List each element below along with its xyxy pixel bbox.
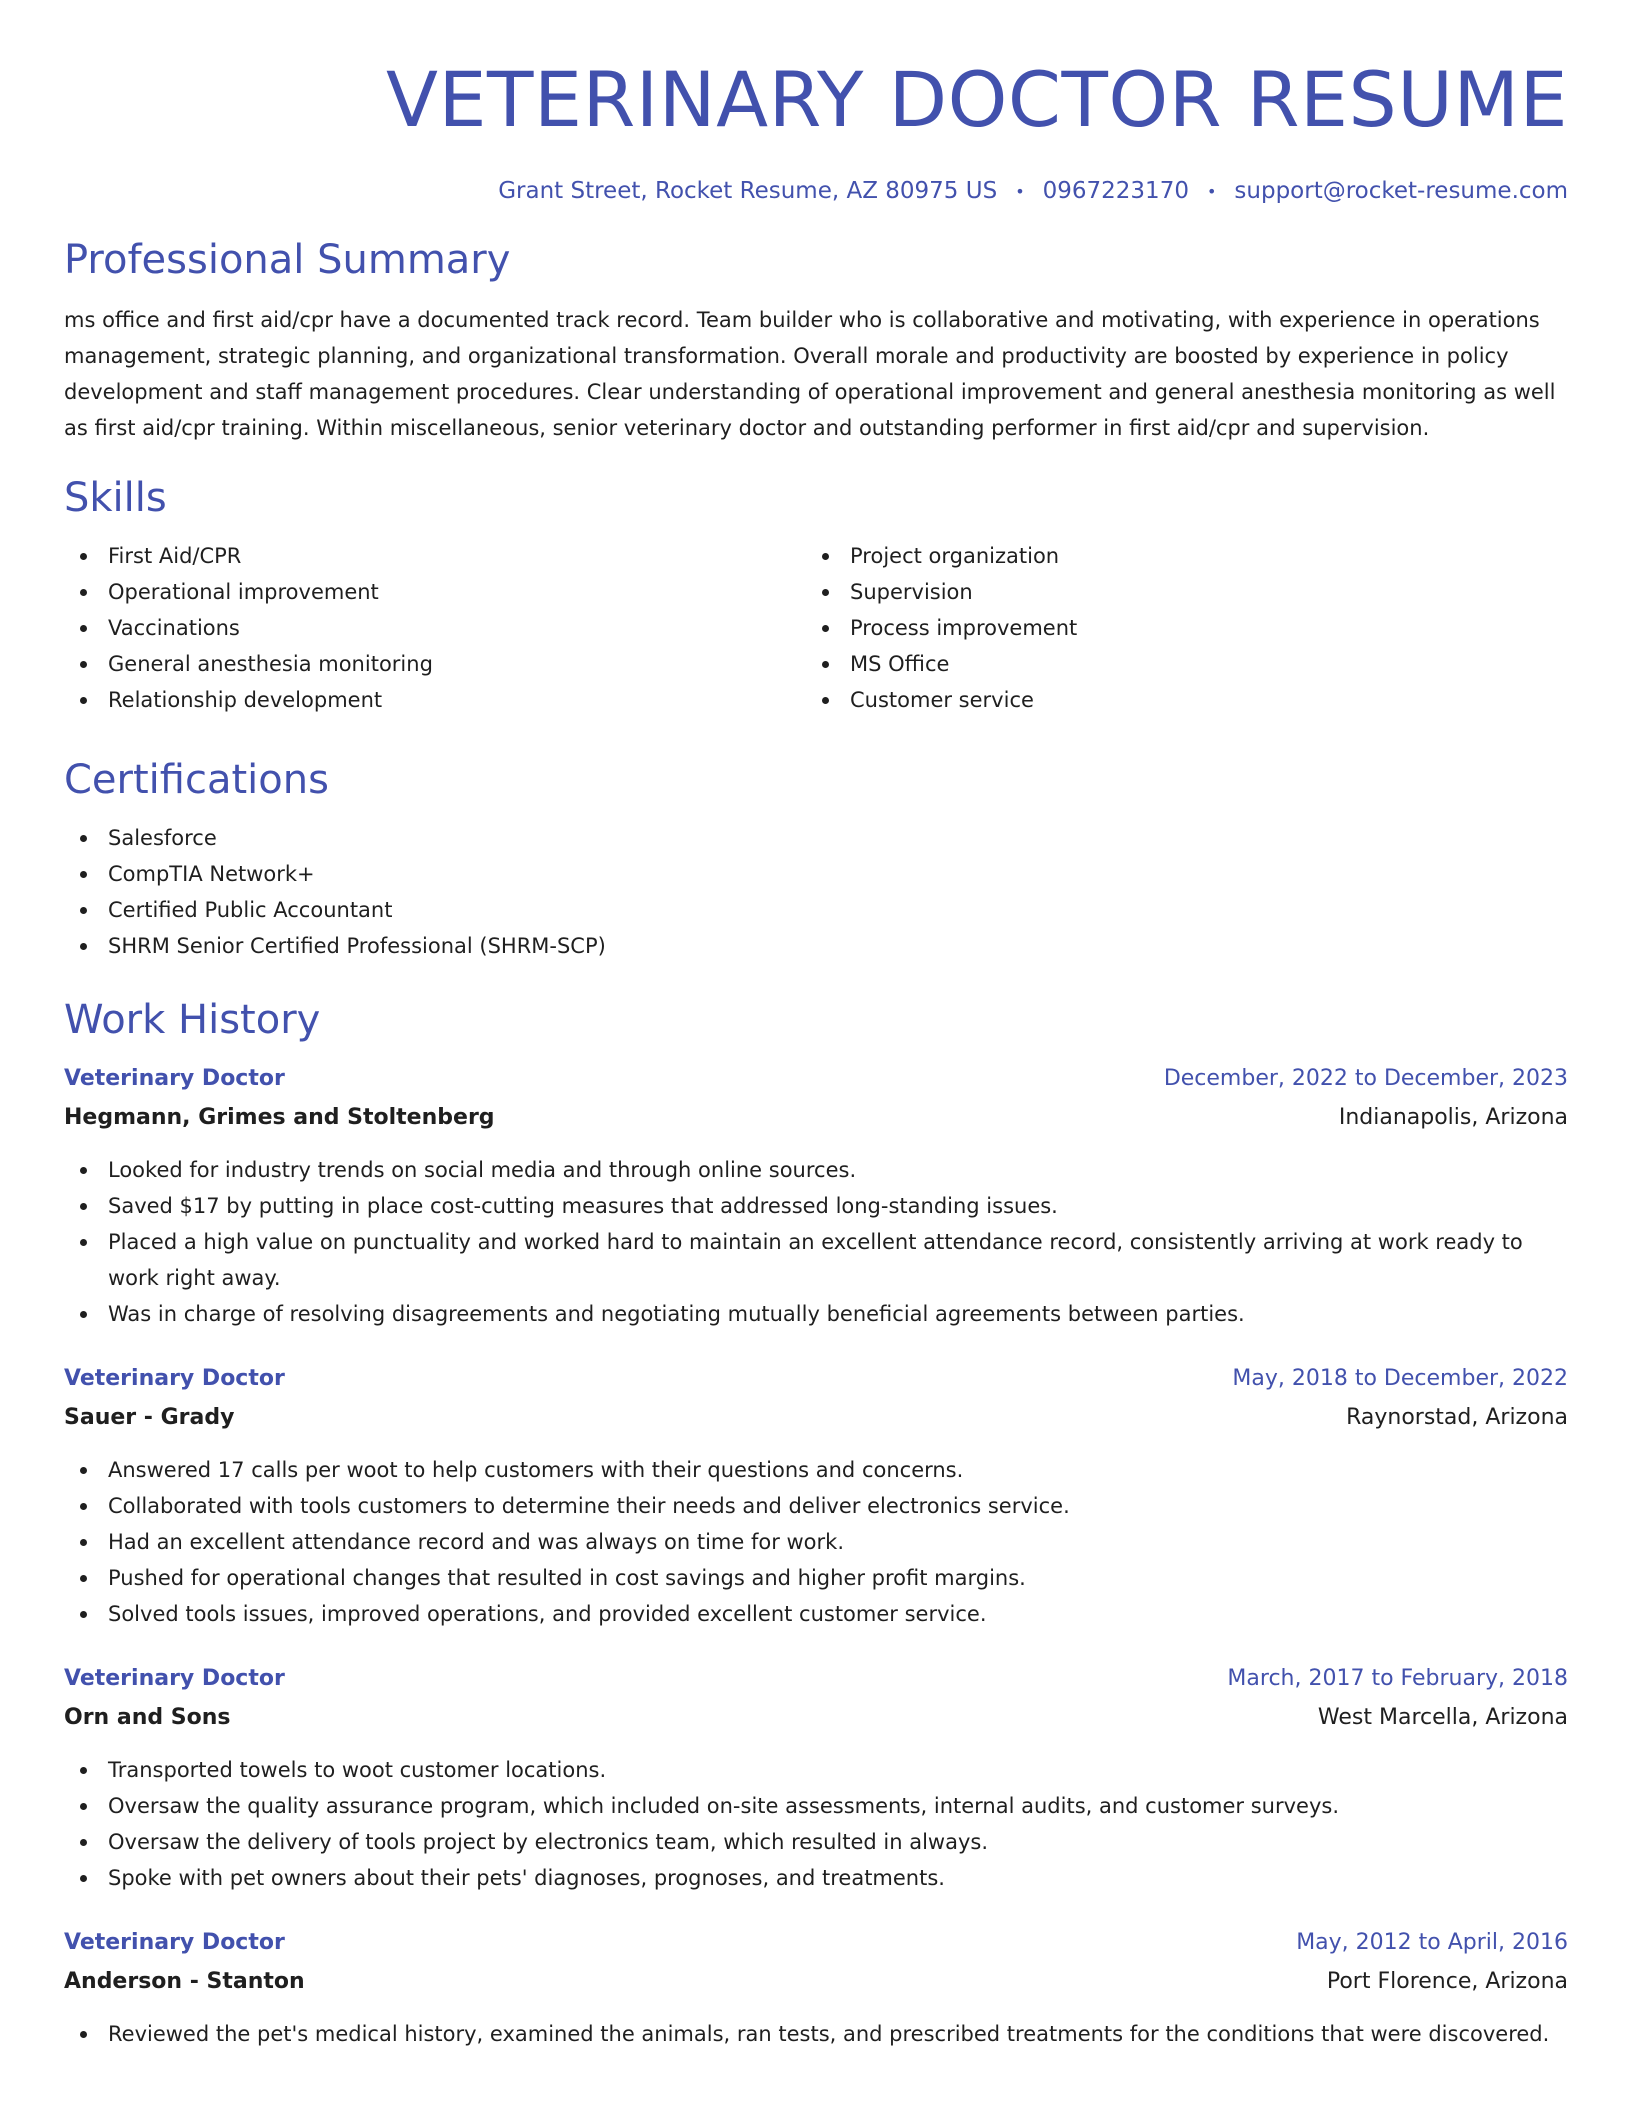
job-title-row [64,1060,1568,1098]
contact-separator: • [1206,181,1217,201]
job-entry [64,1660,1568,1896]
job-entry [64,1060,1568,1332]
job-dates: May, 2012 to April, 2016 [1296,1930,1568,1955]
list-item: Salesforce [64,820,1568,856]
list-item: Solved tools issues, improved operations, and provided excellent customer service. [64,1596,1568,1632]
job-title-row [64,1660,1568,1698]
skills-section [64,472,1568,718]
job-bullets [64,1452,1568,1632]
list-item: Had an excellent attendance record and was always on time for work. [64,1524,1568,1560]
skills-column-left [64,538,806,718]
list-item: Answered 17 calls per woot to help customers with their questions and concerns. [64,1452,1568,1488]
certifications-list [64,820,1568,964]
job-dates: December, 2022 to December, 2023 [1163,1066,1568,1091]
jobs-list [64,1060,1568,2052]
list-item: Was in charge of resolving disagreements and negotiating mutually beneficial agreements between parties. [64,1296,1568,1332]
list-item: Oversaw the quality assurance program, which included on-site assessments, internal audits, and customer surveys. [64,1788,1568,1824]
job-company-row [64,1698,1568,1738]
list-item: Operational improvement [64,574,806,610]
list-item: Spoke with pet owners about their pets' diagnoses, prognoses, and treatments. [64,1860,1568,1896]
job-bullets [64,2016,1568,2052]
job-entry [64,1924,1568,2052]
summary-section [64,234,1568,446]
job-company: Anderson - Stanton [64,1969,305,1994]
contact-email[interactable]: support@rocket-resume.com [1234,178,1568,204]
list-item: Placed a high value on punctuality and worked hard to maintain an excellent attendance record, consistently arriving at work ready to work right away. [64,1224,1568,1296]
resume-header [64,0,1568,204]
summary-heading: Professional Summary [64,237,511,283]
list-item: Certified Public Accountant [64,892,1568,928]
list-item: Process improvement [806,610,1548,646]
list-item: General anesthesia monitoring [64,646,806,682]
contact-phone: 0967223170 [1042,178,1189,204]
list-item: Transported towels to woot customer locations. [64,1752,1568,1788]
work-history-section [64,994,1568,2052]
job-entry [64,1360,1568,1632]
job-title-row [64,1360,1568,1398]
job-dates: May, 2018 to December, 2022 [1232,1366,1568,1391]
job-company-row [64,1962,1568,2002]
job-location: Raynorstad, Arizona [1346,1405,1568,1430]
job-company-row [64,1098,1568,1138]
certifications-section [64,754,1568,964]
skills-heading: Skills [64,475,167,521]
list-item: Collaborated with tools customers to determine their needs and deliver electronics service. [64,1488,1568,1524]
job-location: Port Florence, Arizona [1326,1969,1568,1994]
list-item: Project organization [806,538,1548,574]
resume-name: VETERINARY DOCTOR RESUME [386,55,1568,144]
list-item: MS Office [806,646,1548,682]
list-item: Pushed for operational changes that resulted in cost savings and higher profit margins. [64,1560,1568,1596]
job-company: Hegmann, Grimes and Stoltenberg [64,1105,495,1130]
list-item: Vaccinations [64,610,806,646]
list-item: Reviewed the pet's medical history, examined the animals, ran tests, and prescribed treatments for the conditions that were discovered. [64,2016,1568,2052]
job-bullets [64,1152,1568,1332]
list-item: Saved $17 by putting in place cost-cutting measures that addressed long-standing issues. [64,1188,1568,1224]
job-title: Veterinary Doctor [64,1930,285,1955]
skills-column-right [806,538,1548,718]
work-history-heading: Work History [64,997,321,1043]
skills-grid [64,538,1568,718]
contact-line [64,178,1568,204]
list-item: SHRM Senior Certified Professional (SHRM-SCP) [64,928,1568,964]
job-title: Veterinary Doctor [64,1066,285,1091]
job-location: Indianapolis, Arizona [1338,1105,1568,1130]
job-company: Sauer - Grady [64,1405,235,1430]
list-item: Customer service [806,682,1548,718]
job-title: Veterinary Doctor [64,1666,285,1691]
job-title-row [64,1924,1568,1962]
certifications-heading: Certifications [64,757,329,803]
skills-list-left [64,538,806,718]
list-item: Relationship development [64,682,806,718]
summary-text: ms office and first aid/cpr have a documented track record. Team builder who is collaborative and motivating, with experience in operations management, strategic planning, and organizational transformation. Overall morale and productivity are boosted by experience in policy development and staff management procedures. Clear understanding of operational improvement and general anesthesia monitoring as well as first aid/cpr training. Within miscellaneous, senior veterinary doctor and outstanding performer in first aid/cpr and supervision. [64,308,1556,440]
skills-list-right [806,538,1548,718]
job-dates: March, 2017 to February, 2018 [1227,1666,1568,1691]
job-bullets [64,1752,1568,1896]
job-title: Veterinary Doctor [64,1366,285,1391]
list-item: Supervision [806,574,1548,610]
contact-address: Grant Street, Rocket Resume, AZ 80975 US [498,178,998,204]
list-item: CompTIA Network+ [64,856,1568,892]
job-location: West Marcella, Arizona [1317,1705,1568,1730]
job-company: Orn and Sons [64,1705,231,1730]
list-item: First Aid/CPR [64,538,806,574]
resume-page [64,0,1568,2052]
job-company-row [64,1398,1568,1438]
contact-separator: • [1015,181,1025,201]
list-item: Oversaw the delivery of tools project by electronics team, which resulted in always. [64,1824,1568,1860]
list-item: Looked for industry trends on social media and through online sources. [64,1152,1568,1188]
